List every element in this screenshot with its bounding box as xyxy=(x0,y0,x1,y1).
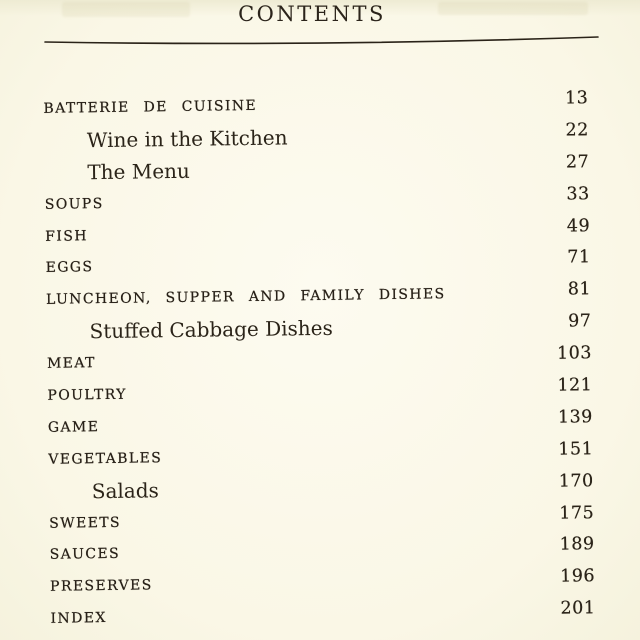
entry-page-number: 103 xyxy=(556,343,593,364)
entry-label: INDEX xyxy=(50,610,107,628)
entry-label: MEAT xyxy=(46,355,96,372)
entry-label: PRESERVES xyxy=(50,577,153,596)
entry-label: VEGETABLES xyxy=(48,450,163,468)
entry-page-number: 71 xyxy=(567,247,591,268)
entry-page-number: 196 xyxy=(559,566,596,588)
entry-page-number: 33 xyxy=(566,183,590,205)
entry-page-number: 175 xyxy=(559,502,595,524)
entry-page-number: 139 xyxy=(557,407,593,428)
divider-rule xyxy=(0,28,640,50)
entry-label: Wine in the Kitchen xyxy=(86,125,288,153)
entry-label: Stuffed Cabbage Dishes xyxy=(89,316,333,344)
entry-label: SOUPS xyxy=(44,195,104,213)
entry-label: SWEETS xyxy=(49,514,122,532)
entry-label: Salads xyxy=(91,477,159,503)
entry-page-number: 201 xyxy=(560,598,596,619)
entry-page-number: 151 xyxy=(558,438,594,460)
entry-label: The Menu xyxy=(87,158,190,185)
entry-page-number: 170 xyxy=(558,470,594,492)
entry-label: EGGS xyxy=(45,259,94,277)
page-title: CONTENTS xyxy=(238,2,386,26)
entry-label: GAME xyxy=(47,418,100,436)
entry-page-number: 81 xyxy=(567,279,592,300)
entry-label: SAUCES xyxy=(49,546,121,564)
entry-label: BATTERIE DE CUISINE xyxy=(43,97,258,117)
toc-list xyxy=(0,86,640,637)
entry-page-number: 97 xyxy=(568,311,592,332)
entry-page-number: 27 xyxy=(565,152,590,173)
entry-label: FISH xyxy=(45,227,88,245)
entry-label: POULTRY xyxy=(47,386,127,404)
entry-page-number: 13 xyxy=(564,88,589,109)
entry-page-number: 22 xyxy=(565,120,589,141)
entry-label: LUNCHEON, SUPPER AND FAMILY DISHES xyxy=(46,286,446,309)
entry-page-number: 189 xyxy=(559,534,595,556)
entry-page-number: 49 xyxy=(566,215,591,237)
entry-page-number: 121 xyxy=(557,375,593,396)
